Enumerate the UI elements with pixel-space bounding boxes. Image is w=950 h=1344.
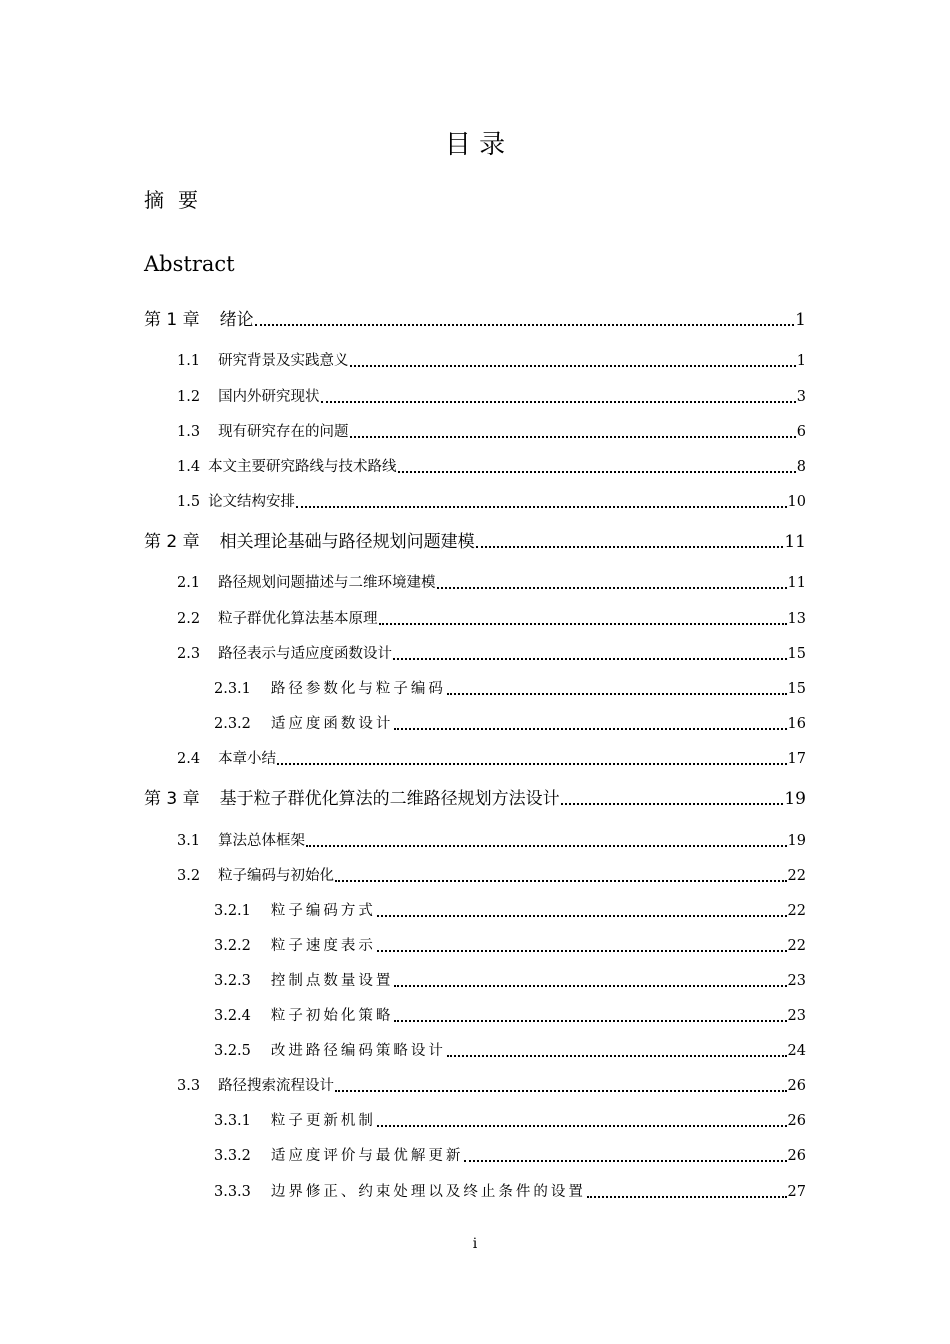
toc-leader-dots	[447, 1055, 787, 1057]
toc-leader-dots	[335, 1090, 786, 1092]
toc-entry-page: 26	[787, 1078, 806, 1094]
toc-entry-number: 3.2.5	[214, 1043, 251, 1059]
toc-leader-dots	[255, 324, 795, 326]
toc-entry-title: 路径搜索流程设计	[218, 1078, 335, 1094]
toc-entry[interactable]	[214, 1180, 806, 1204]
toc-entry[interactable]	[214, 899, 806, 923]
toc-entry[interactable]	[214, 934, 806, 958]
toc-leader-dots	[561, 803, 784, 805]
toc-entry-title: 粒子更新机制	[270, 1113, 376, 1129]
toc-leader-dots	[394, 985, 786, 987]
toc-entry[interactable]	[214, 1109, 806, 1133]
toc-entry-page: 27	[787, 1184, 806, 1200]
toc-entry-title: 基于粒子群优化算法的二维路径规划方法设计	[219, 789, 560, 809]
toc-entry[interactable]	[214, 712, 806, 736]
toc-entry-page: 6	[796, 424, 806, 440]
toc-leader-dots	[377, 915, 787, 917]
toc-entry-title: 研究背景及实践意义	[218, 353, 349, 369]
toc-entry-number: 2.4	[177, 751, 201, 767]
toc-entry[interactable]	[214, 677, 806, 701]
toc-entry[interactable]	[214, 969, 806, 993]
toc-entry-number: 3.2.4	[214, 1008, 251, 1024]
toc-entry[interactable]	[144, 308, 806, 332]
toc-entry-title: 适应度评价与最优解更新	[270, 1148, 464, 1164]
toc-entry-title: 现有研究存在的问题	[218, 424, 349, 440]
toc-entry-title: 算法总体框架	[218, 833, 306, 849]
toc-entry-number: 1.4	[177, 459, 201, 475]
toc-entry-title: 绪论	[219, 310, 254, 330]
toc-entry-page: 24	[787, 1043, 806, 1059]
toc-leader-dots	[587, 1196, 787, 1198]
toc-entry-page: 22	[787, 903, 806, 919]
toc-entry[interactable]	[177, 642, 806, 666]
toc-entry-page: 26	[787, 1113, 806, 1129]
toc-entry[interactable]	[177, 349, 806, 373]
toc-entry[interactable]	[177, 385, 806, 409]
toc-entry-number: 3.3.3	[214, 1184, 251, 1200]
toc-entry[interactable]	[177, 607, 806, 631]
toc-entry-page: 23	[787, 973, 806, 989]
toc-entry[interactable]	[214, 1004, 806, 1028]
toc-leader-dots	[377, 950, 787, 952]
toc-leader-dots	[394, 1020, 786, 1022]
toc-entry-title: 相关理论基础与路径规划问题建模	[219, 532, 475, 552]
toc-leader-dots	[377, 1125, 787, 1127]
toc-entry[interactable]	[177, 829, 806, 853]
toc-entry-page: 15	[787, 681, 806, 697]
toc-entry[interactable]	[177, 864, 806, 888]
toc-entry[interactable]	[177, 1074, 806, 1098]
toc-entry-number: 3.2.3	[214, 973, 251, 989]
toc-entry-title: 路径规划问题描述与二维环境建模	[218, 575, 436, 591]
toc-entry-page: 1	[796, 353, 806, 369]
toc-leader-dots	[321, 401, 796, 403]
toc-leader-dots	[350, 365, 796, 367]
toc-entry-number: 2.3.1	[214, 681, 251, 697]
toc-entry-title: 本文主要研究路线与技术路线	[208, 459, 397, 475]
toc-entry-number: 2.3.2	[214, 716, 251, 732]
toc-entry-number: 3.3.1	[214, 1113, 251, 1129]
toc-entry-page: 11	[787, 575, 806, 591]
toc-entry-number: 3.2.2	[214, 938, 251, 954]
toc-entry-title: 粒子编码与初始化	[218, 868, 335, 884]
toc-entry-number: 第 1 章	[144, 310, 200, 330]
toc-entry-title: 适应度函数设计	[270, 716, 394, 732]
toc-leader-dots	[447, 693, 787, 695]
toc-entry-number: 1.5	[177, 494, 201, 510]
toc-leader-dots	[437, 587, 787, 589]
toc-leader-dots	[398, 471, 796, 473]
toc-entry-number: 第 3 章	[144, 789, 200, 809]
toc-leader-dots	[394, 728, 786, 730]
toc-entry-title: 粒子初始化策略	[270, 1008, 394, 1024]
toc-entry-number: 3.2	[177, 868, 201, 884]
toc-entry-number: 3.1	[177, 833, 201, 849]
toc-entry-number: 第 2 章	[144, 532, 200, 552]
toc-entry-title: 粒子编码方式	[270, 903, 376, 919]
toc-entry-number: 2.1	[177, 575, 201, 591]
toc-entry-page: 1	[795, 310, 806, 330]
toc-entry[interactable]	[177, 490, 806, 514]
toc-leader-dots	[393, 658, 786, 660]
toc-entry-title: 粒子群优化算法基本原理	[218, 611, 378, 627]
toc-entry-number: 2.2	[177, 611, 201, 627]
toc-entry-title: 边界修正、约束处理以及终止条件的设置	[270, 1184, 586, 1200]
toc-leader-dots	[296, 506, 786, 508]
toc-leader-dots	[379, 623, 787, 625]
toc-entry-page: 10	[787, 494, 806, 510]
toc-entry-page: 22	[787, 938, 806, 954]
toc-entry[interactable]	[144, 530, 806, 554]
toc-entry-title: 本章小结	[218, 751, 277, 767]
page-number: i	[472, 1236, 478, 1252]
toc-leader-dots	[335, 880, 786, 882]
toc-entry[interactable]	[177, 571, 806, 595]
toc-entry-page: 19	[784, 789, 806, 809]
toc-entry-page: 8	[796, 459, 806, 475]
toc-entry-page: 23	[787, 1008, 806, 1024]
toc-leader-dots	[476, 546, 784, 548]
toc-entry-page: 17	[787, 751, 806, 767]
toc-entry-page: 3	[796, 389, 806, 405]
toc-entry-page: 22	[787, 868, 806, 884]
toc-entry-title: 控制点数量设置	[270, 973, 394, 989]
toc-entry[interactable]	[214, 1039, 806, 1063]
toc-entry-page: 19	[787, 833, 806, 849]
toc-leader-dots	[464, 1160, 786, 1162]
toc-leader-dots	[277, 763, 786, 765]
toc-entry-number: 1.1	[177, 353, 201, 369]
toc-entry-title: 路径表示与适应度函数设计	[218, 646, 393, 662]
toc-entry[interactable]	[177, 420, 806, 444]
toc-entry-number: 1.2	[177, 389, 201, 405]
toc-entry-title: 路径参数化与粒子编码	[270, 681, 446, 697]
toc-entry-page: 11	[784, 532, 806, 552]
page-title: 目 录	[444, 130, 506, 160]
toc-entry-title: 改进路径编码策略设计	[270, 1043, 446, 1059]
toc-entry-page: 15	[787, 646, 806, 662]
toc-entry-page: 16	[787, 716, 806, 732]
toc-entry[interactable]	[177, 747, 806, 771]
toc-entry-page: 13	[787, 611, 806, 627]
toc-entry-number: 3.3	[177, 1078, 201, 1094]
abstract-en-heading[interactable]: Abstract	[144, 252, 235, 276]
toc-leader-dots	[306, 845, 786, 847]
toc-entry-title: 粒子速度表示	[270, 938, 376, 954]
toc-entry-number: 1.3	[177, 424, 201, 440]
toc-entry[interactable]	[177, 455, 806, 479]
toc-entry-number: 2.3	[177, 646, 201, 662]
toc-entry-number: 3.3.2	[214, 1148, 251, 1164]
toc-entry-page: 26	[787, 1148, 806, 1164]
toc-entry-title: 国内外研究现状	[218, 389, 320, 405]
abstract-cn-heading[interactable]: 摘要	[144, 188, 212, 212]
toc-entry[interactable]	[144, 787, 806, 811]
toc-entry-title: 论文结构安排	[208, 494, 296, 510]
toc-entry[interactable]	[214, 1144, 806, 1168]
toc-entry-number: 3.2.1	[214, 903, 251, 919]
toc-leader-dots	[350, 436, 796, 438]
